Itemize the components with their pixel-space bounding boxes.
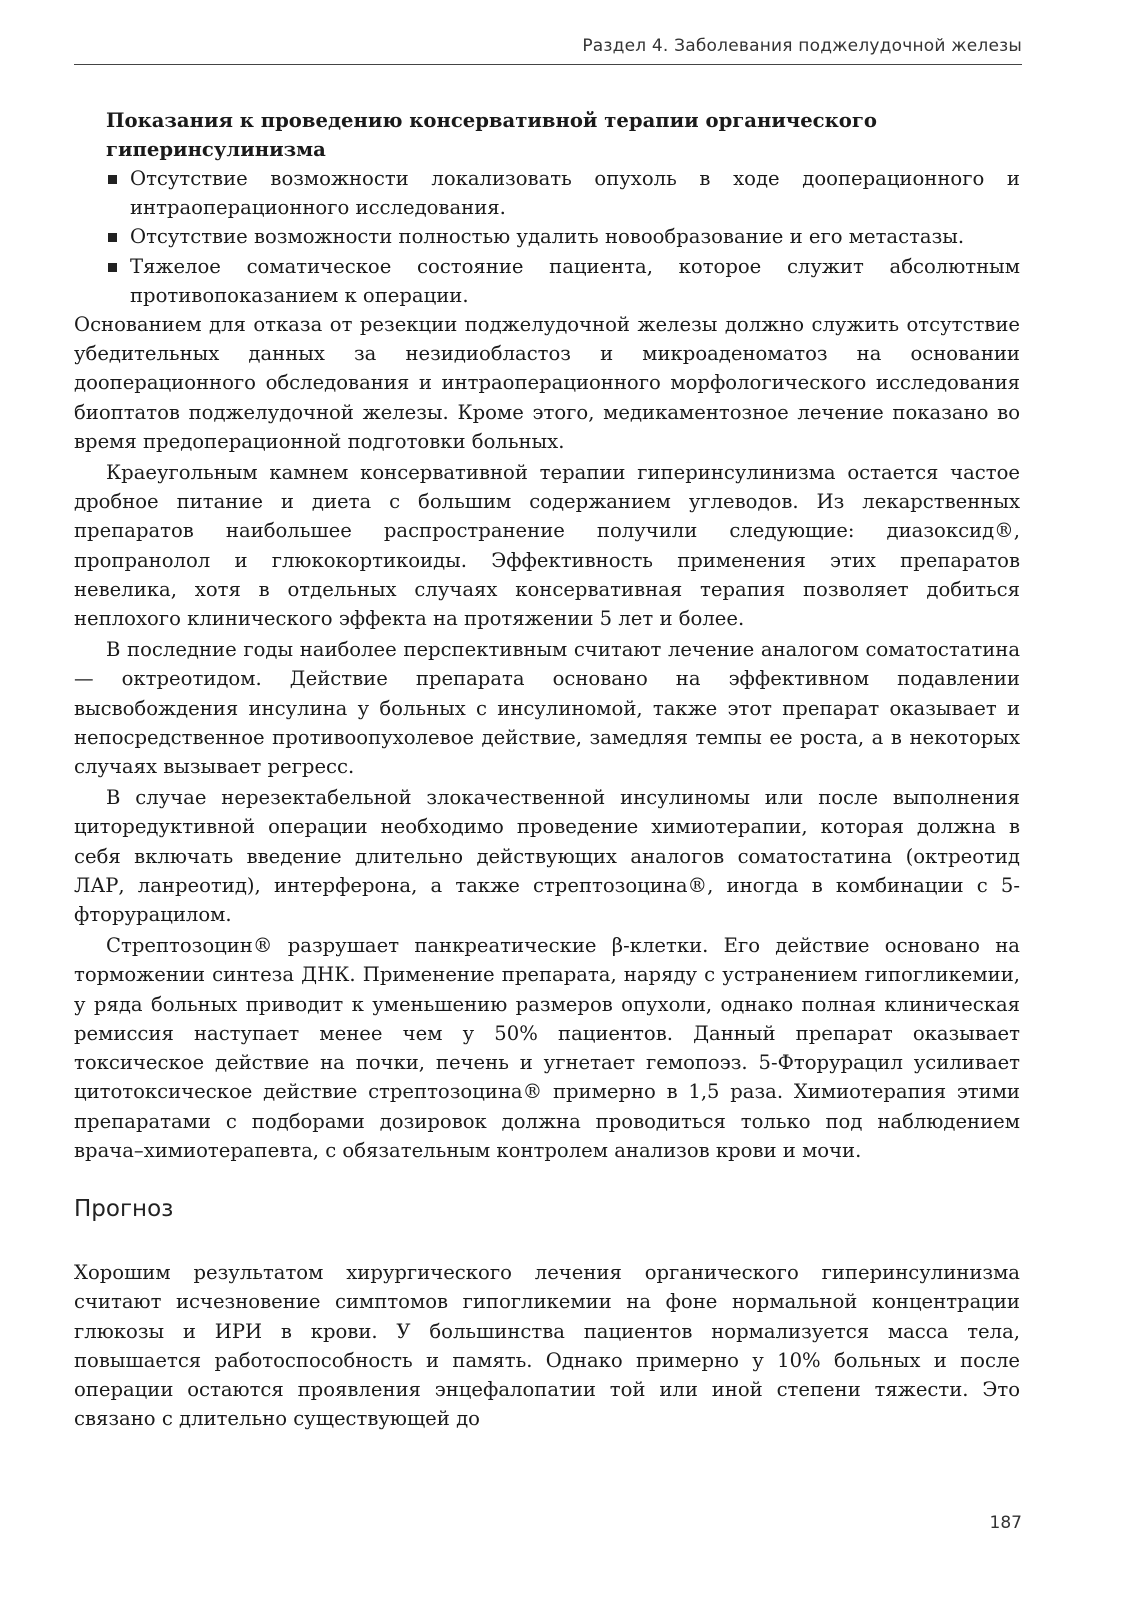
list-item-text: Тяжелое соматическое состояние пациента, которое служит абсолютным противопоказанием к операции. — [130, 254, 1020, 307]
body-text — [74, 106, 1020, 1433]
list-item — [106, 252, 1020, 310]
square-bullet-icon — [108, 263, 117, 272]
list-item-text: Отсутствие возможности локализовать опухоль в ходе дооперационного и интраоперационного исследования. — [130, 167, 1020, 220]
paragraph: В случае нерезектабельной злокачественной инсулиномы или после выполнения циторедуктивной операции необходимо проведение химиотерапии, которая должна в себя включать введение длительно действующих аналогов соматостатина (октреотид ЛАР, ланреотид), интерферона, а также стрептозоцина®, иногда в комбинации с 5-фторурацилом. — [74, 786, 1020, 927]
paragraph: Основанием для отказа от резекции поджелудочной железы должно служить отсутствие убедительных данных за незидиобластоз и микроаденоматоз на основании дооперационного обследования и интраоперационного морфологического исследования биоптатов поджелудочной железы. Кроме этого, медикаментозное лечение показано во время предоперационной подготовки больных. — [74, 313, 1020, 453]
list-item — [106, 164, 1020, 222]
prognosis-paragraph: Хорошим результатом хирургического лечения органического гиперинсулинизма считают исчезновение симптомов гипогликемии на фоне нормальной концентрации глюкозы и ИРИ в крови. У большинства пациентов нормализуется масса тела, повышается работоспособность и память. Однако примерно у 10% больных и после операции остаются проявления энцефалопатии той или иной степени тяжести. Это связано с длительно существующей до — [74, 1261, 1020, 1431]
paragraph: Стрептозоцин® разрушает панкреатические β-клетки. Его действие основано на торможении синтеза ДНК. Применение препарата, наряду с устранением гипогликемии, у ряда больных приводит к уменьшению размеров опухоли, однако полная клиническая ремиссия наступает менее чем у 50% пациентов. Данный препарат оказывает токсическое действие на почки, печень и угнетает гемопоэз. 5-Фторурацил усиливает цитотоксическое действие стрептозоцина® примерно в 1,5 раза. Химиотерапия этими препаратами с подборами дозировок должна проводиться только под наблюдением врача–химиотерапевта, с обязательным контролем анализов крови и мочи. — [74, 934, 1020, 1162]
indications-list — [106, 164, 1020, 310]
square-bullet-icon — [108, 233, 117, 242]
square-bullet-icon — [108, 175, 117, 184]
running-title: Раздел 4. Заболевания поджелудочной железы — [582, 36, 1022, 56]
paragraph: Краеугольным камнем консервативной терапии гиперинсулинизма остается частое дробное питание и диета с большим содержанием углеводов. Из лекарственных препаратов наибольшее распространение получили следующие: диазоксид®, пропранолол и глюкокортикоиды. Эффективность применения этих препаратов невелика, хотя в отдельных случаях консервативная терапия позволяет добиться неплохого клинического эффекта на протяжении 5 лет и более. — [74, 461, 1020, 631]
header-rule — [74, 64, 1022, 65]
page-number: 187 — [989, 1513, 1022, 1533]
list-item-text: Отсутствие возможности полностью удалить новообразование и его метастазы. — [130, 225, 965, 249]
prognosis-heading: Прогноз — [74, 1195, 174, 1222]
running-header — [74, 36, 1022, 68]
list-item — [106, 222, 1020, 251]
paragraph: В последние годы наиболее перспективным считают лечение аналогом соматостатина — октреотидом. Действие препарата основано на эффективном подавлении высвобождения инсулина у больных с инсулиномой, также этот препарат оказывает и непосредственное противоопухолевое действие, замедляя темпы ее роста, а в некоторых случаях вызывает регресс. — [74, 638, 1020, 779]
indications-heading: Показания к проведению консервативной терапии органического гиперинсулинизма — [106, 109, 877, 161]
